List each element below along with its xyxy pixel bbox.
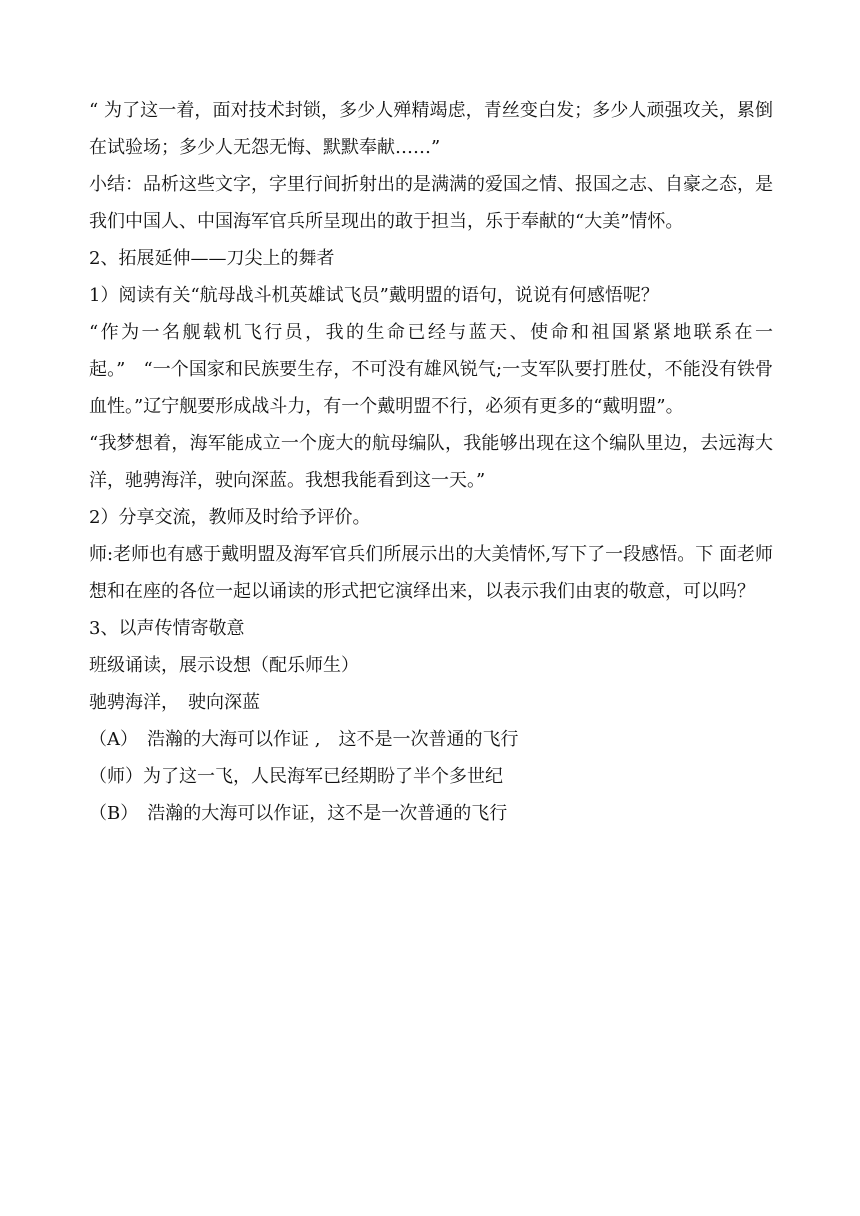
- document-body: [89, 92, 773, 832]
- poem-line-teacher: （师）为了这一飞，人民海军已经期盼了半个多世纪: [89, 766, 503, 787]
- section-heading-recitation: 3、以声传情寄敬意: [89, 618, 245, 639]
- summary-paragraph: 小结：品析这些文字，字里行间折射出的是满满的爱国之情、报国之志、自豪之态，是我们中国人、中国海军官兵所呈现出的敢于担当，乐于奉献的“大美”情怀。: [89, 174, 773, 232]
- teacher-paragraph: 师:老师也有感于戴明盟及海军官兵们所展示出的大美情怀,写下了一段感悟。下 面老师想和在座的各位一起以诵读的形式把它演绎出来，以表示我们由衷的敬意，可以吗？: [89, 544, 773, 602]
- pilot-quote-paragraph: “作为一名舰载机飞行员，我的生命已经与蓝天、使命和祖国紧紧地联系在一起。” “一个国家和民族要生存，不可没有雄风锐气;一支军队要打胜仗，不能没有铁骨血性。”辽宁舰要形成战斗力，有一个戴明盟不行，必须有更多的“戴明盟”。: [89, 322, 773, 417]
- section-heading-extension: 2、拓展延伸——刀尖上的舞者: [89, 248, 335, 269]
- dream-quote-paragraph: “我梦想着，海军能成立一个庞大的航母编队，我能够出现在这个编队里边，去远海大洋，驰骋海洋，驶向深蓝。我想我能看到这一天。”: [89, 433, 773, 491]
- poem-title: 驰骋海洋， 驶向深蓝: [89, 692, 260, 713]
- task-1-paragraph: 1）阅读有关“航母战斗机英雄试飞员”戴明盟的语句，说说有何感悟呢？: [89, 285, 659, 306]
- poem-line-a: （A） 浩瀚的大海可以作证 , 这不是一次普通的飞行: [89, 729, 519, 750]
- poem-line-b: （B） 浩瀚的大海可以作证，这不是一次普通的飞行: [89, 803, 508, 824]
- recitation-intro: 班级诵读，展示设想（配乐师生）: [89, 655, 359, 676]
- task-2-paragraph: 2）分享交流，教师及时给予评价。: [89, 507, 371, 528]
- quote-paragraph: “ 为了这一着，面对技术封锁，多少人殚精竭虑，青丝变白发；多少人顽强攻关，累倒在试验场；多少人无怨无悔、默默奉献……”: [89, 100, 773, 158]
